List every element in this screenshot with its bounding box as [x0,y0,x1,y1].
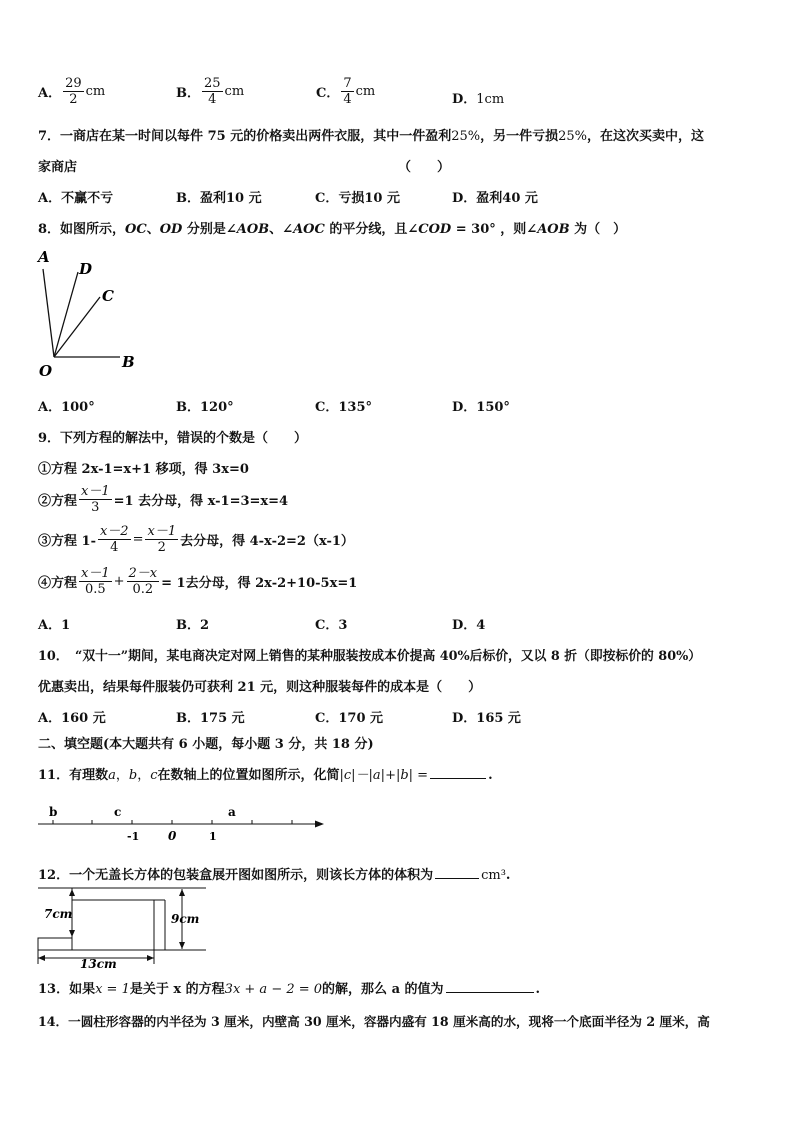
dim-13cm-arrow-left [38,955,45,961]
tick-label-1: 1 [209,830,217,843]
q12-stem: 12．一个无盖长方体的包装盒展开图如图所示，则该长方体的体积为 cm³. [38,868,511,883]
q8-angle-figure [30,245,150,380]
q7-line1: 7．一商店在某一时间以每件 75 元的价格卖出两件衣服，其中一件盈利25%，另一件亏损25%，在这次买卖中，这 [38,129,705,144]
dim-7cm-label: 7cm [44,907,73,921]
q10-option-a: A．160 元 [38,711,106,726]
label-d: D [79,260,93,278]
q8-option-d: D．150° [452,400,510,415]
tick-label-0: 0 [168,829,177,843]
ray-oa [43,269,54,357]
dim-9cm-arrow-top [179,889,185,896]
label-b: B [122,353,135,371]
point-b-label: b [49,805,58,819]
q7-option-d: D．盈利40 元 [452,191,538,206]
ray-od [54,272,78,357]
q7-line2: 家商店 [38,160,78,175]
q7-option-c: C．亏损10 元 [315,191,400,206]
q13-stem: 13．如果x = 1是关于 x 的方程3x + a − 2 = 0的解，那么 a 的值为 . [38,982,541,997]
q8-stem: 8．如图所示，OC、OD 分别是∠AOB、∠AOC 的平分线，且∠COD = 30° ，则∠AOB 为（ ） [38,222,627,237]
q9-option-d: D．4 [452,618,486,633]
q10-option-b: B．175 元 [176,711,245,726]
q6-option-d: D．1cm [452,92,505,107]
q11-number-line [34,800,330,846]
q11-stem: 11．有理数a，b，c在数轴上的位置如图所示，化简|c|－|a|+|b| = . [38,768,493,783]
q6-option-c: C． $\frac{7}{4}$ cm [316,76,376,107]
q6-option-a: A． $\frac{29}{2}$ cm [38,76,106,107]
q7-paren: （ ） [398,160,451,175]
dim-13cm-label: 13cm [80,957,117,970]
q6-option-b: B． $\frac{25}{4}$ cm [176,76,245,107]
axis-arrow [315,821,324,828]
dim-7cm-arrow-top [69,889,75,896]
q9-option-a: A．1 [38,618,71,633]
ray-oc [54,297,100,357]
q9-item3-fraction2: $\frac{x-1}{2}$ [147,524,177,555]
q9-item2: ②方程 $\frac{x-1}{3}$ =1 去分母，得 x-1=3=x=4 [38,484,289,515]
q14-line: 14．一圆柱形容器的内半径为 3 厘米，内壁高 30 厘米，容器内盛有 18 厘米高的水，现将一个底面半径为 2 厘米，高 [38,1014,710,1029]
q7-option-b: B．盈利10 元 [176,191,262,206]
q6-c-fraction: $\frac{7}{4}$ [343,76,352,107]
q12-answer-blank [435,877,479,879]
q8-option-b: B．120° [176,400,234,415]
q9-item4: ④方程 $\frac{x-1}{0.5}$ + $\frac{2-x}{0.2}$ = 1去分母，得 2x-2+10-5x=1 [38,566,358,597]
label-o: O [39,362,53,380]
q11-answer-blank [430,777,486,779]
q9-stem: 9．下列方程的解法中，错误的个数是（ ） [38,431,308,446]
dim-7cm-arrow-bottom [69,930,75,937]
dim-9cm-label: 9cm [171,912,200,926]
q9-item1: ①方程 2x-1=x+1 移项，得 3x=0 [38,462,249,477]
q8-option-c: C．135° [315,400,372,415]
q12-box-net-figure [34,884,214,970]
q9-item3-fraction1: $\frac{x-2}{4}$ [99,524,129,555]
net-middle-face [72,900,154,950]
section-heading: 二、填空题(本大题共有 6 小题，每小题 3 分，共 18 分) [38,737,374,752]
q10-line1: 10． “双十一”期间，某电商决定对网上销售的某种服装按成本价提高 40%后标价，又以 8 折（即按标价的 80%） [38,649,702,664]
point-a-label: a [228,805,236,819]
q7-option-a: A．不赢不亏 [38,191,114,206]
q9-item4-fraction2: $\frac{2-x}{0.2}$ [128,566,158,597]
q10-line2: 优惠卖出，结果每件服装仍可获利 21 元，则这种服装每件的成本是（ ） [38,680,482,695]
q10-option-d: D．165 元 [452,711,521,726]
q6-a-fraction: $\frac{29}{2}$ [65,76,82,107]
q9-item3: ③方程 1- $\frac{x-2}{4}$ = $\frac{x-1}{2}$ 去分母，得 4-x-2=2（x-1） [38,524,354,555]
q13-answer-blank [446,991,534,993]
q6-b-fraction: $\frac{25}{4}$ [204,76,221,107]
dim-9cm-arrow-bottom [179,942,185,949]
q9-item2-fraction: $\frac{x-1}{3}$ [81,484,110,515]
label-c: C [102,287,114,305]
dim-13cm-arrow-right [147,955,154,961]
point-c-label: c [114,805,122,819]
q9-option-c: C．3 [315,618,348,633]
label-a: A [38,248,50,266]
tick-label-minus-1: -1 [127,830,140,843]
q9-option-b: B．2 [176,618,210,633]
q6-options [38,76,758,116]
net-left-flap [38,938,72,950]
q9-item4-fraction1: $\frac{x-1}{0.5}$ [81,566,110,597]
q10-option-c: C．170 元 [315,711,384,726]
q8-option-a: A．100° [38,400,95,415]
